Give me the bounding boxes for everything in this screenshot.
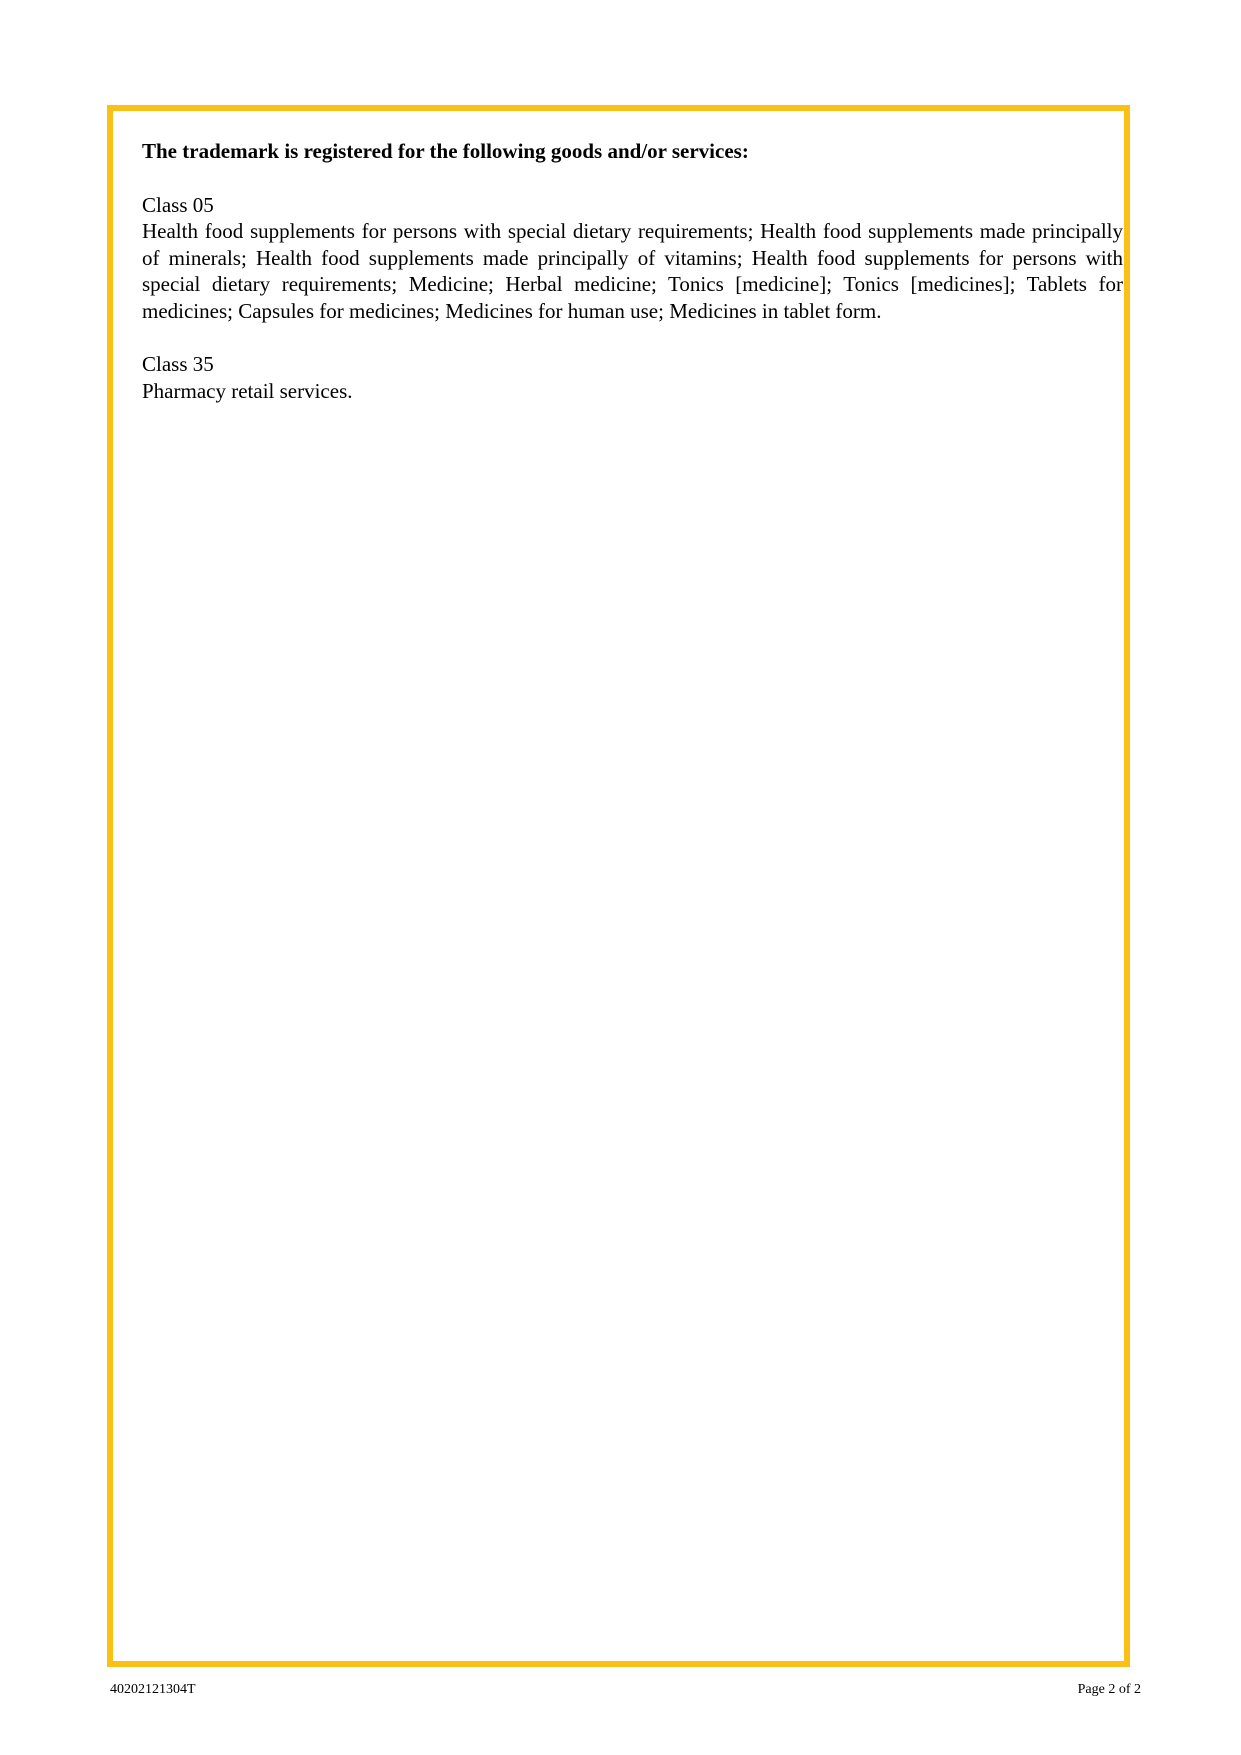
document-reference-number: 40202121304T bbox=[110, 1682, 196, 1697]
class-label: Class 35 bbox=[142, 352, 214, 376]
class-label: Class 05 bbox=[142, 192, 214, 217]
document-body bbox=[142, 138, 1123, 431]
class-description: Health food supplements for persons with special dietary requirements; Health food supplements made principally of minerals; Health food supplements made principally of vitamins; Health food supplements for persons with special dietary requirements; Medicine; Herbal medicine; Tonics [medicine]; Tonics [medicines]; Tablets for medicines; Capsules for medicines; Medicines for human use; Medicines in tablet form. bbox=[142, 219, 1123, 323]
class-description: Pharmacy retail services. bbox=[142, 378, 353, 403]
page-number: Page 2 of 2 bbox=[1077, 1682, 1141, 1697]
class-05-block bbox=[142, 192, 1123, 325]
class-35-block bbox=[142, 351, 1123, 404]
goods-services-heading: The trademark is registered for the following goods and/or services: bbox=[142, 139, 749, 163]
